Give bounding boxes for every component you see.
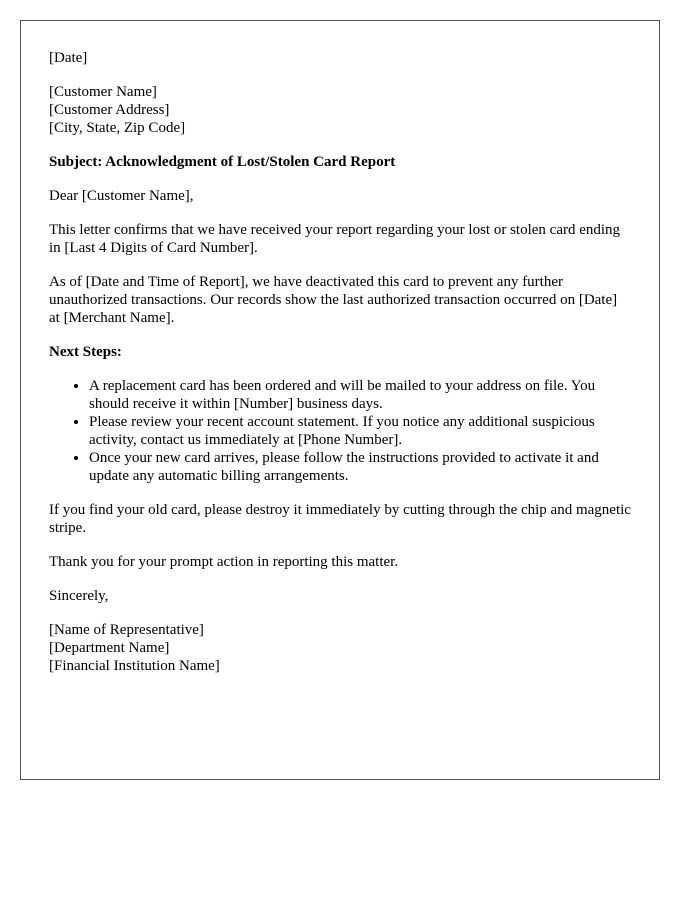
body-paragraph-thanks: Thank you for your prompt action in reporting this matter. xyxy=(49,554,399,570)
department-name: [Department Name] xyxy=(49,640,170,656)
letter-page xyxy=(20,20,660,780)
recipient-name: [Customer Name] xyxy=(49,84,157,100)
sign-off: Sincerely, xyxy=(49,588,109,604)
body-paragraph-destroy-card: If you find your old card, please destroy it immediately by cutting through the chip and magnetic stripe. xyxy=(49,502,631,536)
recipient-address: [Customer Address] xyxy=(49,102,170,118)
next-steps-list xyxy=(49,377,631,485)
letter-subject: Subject: Acknowledgment of Lost/Stolen Card Report xyxy=(49,154,396,170)
letter-date: [Date] xyxy=(49,50,88,66)
institution-name: [Financial Institution Name] xyxy=(49,658,220,674)
body-paragraph-deactivation: As of [Date and Time of Report], we have deactivated this card to prevent any further unauthorized transactions. Our records show the last authorized transaction occurred on [Date] at [Merchant Name]. xyxy=(49,274,618,326)
next-steps-heading: Next Steps: xyxy=(49,344,122,360)
next-step-item: • Please review your recent account statement. If you notice any additional suspicious activity, contact us immediately at [Phone Number]. xyxy=(89,413,631,449)
body-paragraph-confirmation: This letter confirms that we have received your report regarding your lost or stolen card ending in [Last 4 Digits of Card Number]. xyxy=(49,222,621,256)
next-step-item: • A replacement card has been ordered and will be mailed to your address on file. You should receive it within [Number] business days. xyxy=(89,377,631,413)
salutation: Dear [Customer Name], xyxy=(49,188,194,204)
recipient-city-state-zip: [City, State, Zip Code] xyxy=(49,120,186,136)
recipient-block xyxy=(49,83,631,137)
representative-name: [Name of Representative] xyxy=(49,622,204,638)
signature-block xyxy=(49,621,631,675)
next-step-item: • Once your new card arrives, please follow the instructions provided to activate it and update any automatic billing arrangements. xyxy=(89,449,631,485)
